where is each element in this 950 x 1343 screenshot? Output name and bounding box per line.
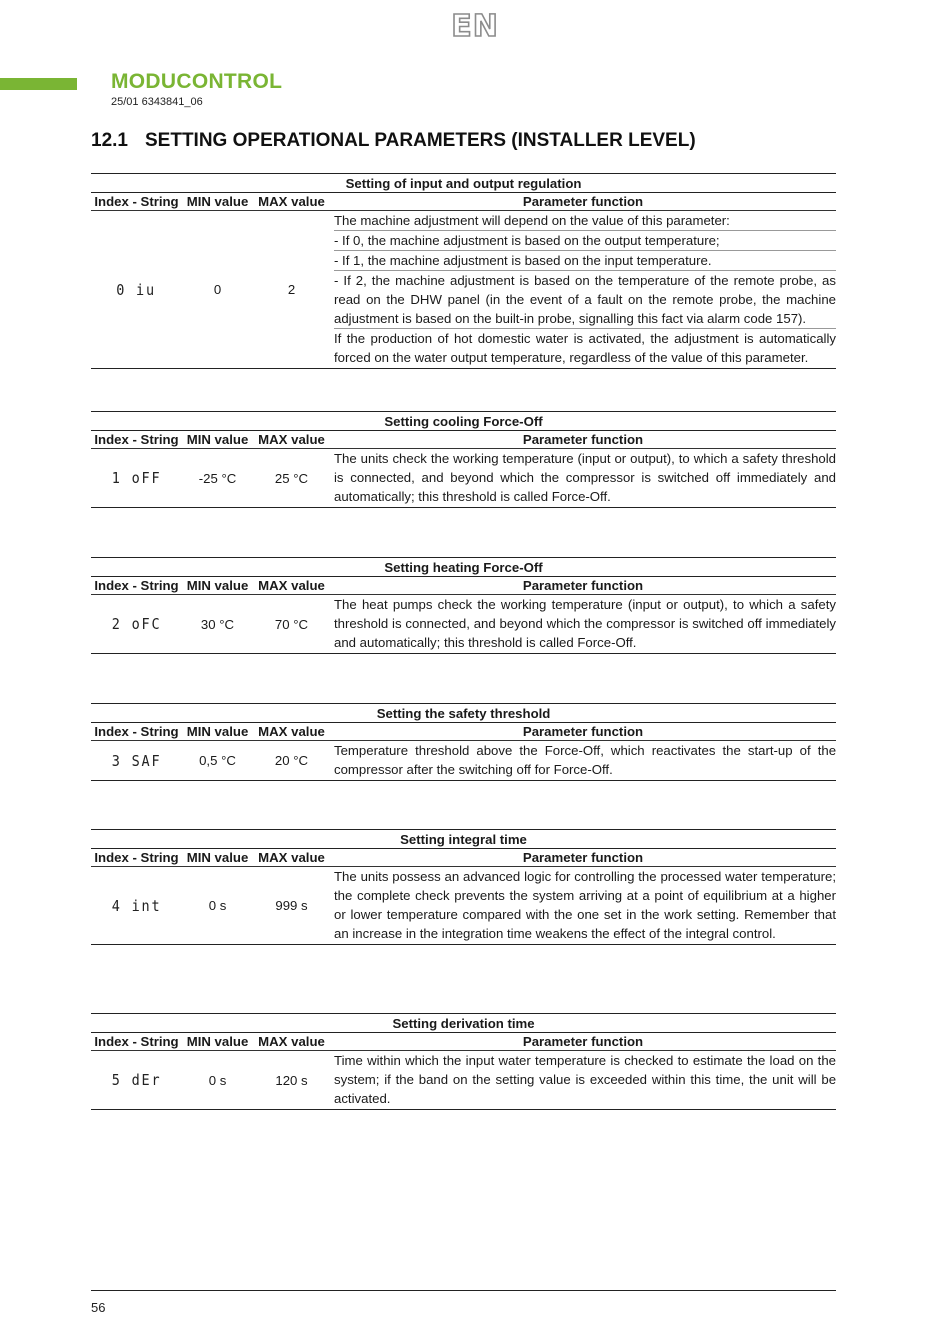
column-header-min: MIN value: [182, 1033, 253, 1051]
min-value-cell: 0 s: [182, 1051, 253, 1110]
function-line: Temperature threshold above the Force-Off, which reactivates the start-up of the compressor after the switching off for Force-Off.: [334, 743, 837, 777]
table-caption: Setting derivation time: [91, 1014, 836, 1033]
parameter-table-input-output-regulation: [91, 173, 836, 369]
column-header-min: MIN value: [182, 723, 253, 741]
column-header-max: MAX value: [253, 431, 330, 449]
page-number: 56: [91, 1300, 106, 1315]
column-header-max: MAX value: [253, 577, 330, 595]
index-cell: [91, 449, 182, 508]
brand-title: MODUCONTROL: [111, 70, 283, 93]
column-header-function: Parameter function: [330, 1033, 836, 1051]
column-header-max: MAX value: [253, 193, 330, 211]
parameter-table-cooling-force-off: [91, 411, 836, 508]
function-line: - If 1, the machine adjustment is based on the input temperature.: [334, 251, 836, 271]
lcd-index-string: 0 iu: [116, 280, 157, 299]
column-header-min: MIN value: [182, 577, 253, 595]
function-line: The units check the working temperature (input or output), to which a safety threshold is connected, and beyond which the compressor is switched off immediately and automatically; this threshold is called Force-Off.: [334, 451, 836, 504]
column-header-function: Parameter function: [330, 193, 836, 211]
min-value-cell: 0: [182, 211, 253, 369]
function-line: The machine adjustment will depend on the value of this parameter:: [334, 211, 836, 231]
lcd-index-string: 1 oFF: [111, 469, 162, 487]
min-value-cell: 0,5 °C: [182, 741, 253, 781]
column-header-function: Parameter function: [330, 849, 836, 867]
column-header-index: Index - String: [91, 723, 182, 741]
lcd-index-string: 4 int: [111, 896, 162, 915]
lcd-index-string: 3 SAF: [111, 751, 162, 770]
max-value-cell: 120 s: [253, 1051, 330, 1110]
function-cell: [330, 595, 836, 654]
column-header-function: Parameter function: [330, 577, 836, 595]
accent-bar: [0, 78, 77, 90]
min-value-cell: 0 s: [182, 867, 253, 945]
footer-divider: [91, 1290, 836, 1291]
column-header-function: Parameter function: [330, 723, 836, 741]
index-cell: [91, 595, 182, 654]
function-cell: [330, 867, 836, 945]
function-cell: [330, 211, 836, 369]
index-cell: [91, 741, 182, 781]
column-header-index: Index - String: [91, 193, 182, 211]
function-line: If the production of hot domestic water is activated, the adjustment is automatically forced on the water output temperature, regardless of the value of this parameter.: [334, 331, 836, 365]
lcd-index-string: 2 oFC: [111, 615, 162, 633]
parameter-table-safety-threshold: [91, 703, 836, 781]
section-title-text: SETTING OPERATIONAL PARAMETERS (INSTALLER LEVEL): [145, 130, 696, 151]
function-cell: [330, 741, 836, 781]
function-line: The units possess an advanced logic for controlling the processed water temperature; the complete check prevents the system arriving at a point of equilibrium at a higher or lower temperature compared with the one set in the work setting. Remember that an increase in the integration time weakens the effect of the integral control.: [334, 869, 837, 941]
function-line: - If 2, the machine adjustment is based on the temperature of the remote probe, as read on the DHW panel (in the event of a fault on the remote probe, the machine adjustment is based on the built-in probe, signalling this fact via alarm code 157).: [334, 271, 836, 329]
column-header-max: MAX value: [253, 723, 330, 741]
max-value-cell: 999 s: [253, 867, 330, 945]
function-line: Time within which the input water temperature is checked to estimate the load on the system; if the band on the setting value is exceeded within this time, the unit will be activated.: [334, 1053, 837, 1106]
min-value-cell: 30 °C: [182, 595, 253, 654]
table-caption: Setting integral time: [91, 830, 836, 849]
max-value-cell: 70 °C: [253, 595, 330, 654]
max-value-cell: 25 °C: [253, 449, 330, 508]
column-header-max: MAX value: [253, 849, 330, 867]
column-header-min: MIN value: [182, 431, 253, 449]
column-header-max: MAX value: [253, 1033, 330, 1051]
min-value-cell: -25 °C: [182, 449, 253, 508]
index-cell: [91, 1051, 182, 1110]
language-badge-text: EN: [451, 9, 499, 44]
column-header-index: Index - String: [91, 577, 182, 595]
table-caption: Setting cooling Force-Off: [91, 412, 836, 431]
parameter-table-integral-time: [91, 829, 836, 945]
column-header-function: Parameter function: [330, 431, 836, 449]
max-value-cell: 20 °C: [253, 741, 330, 781]
function-line: The heat pumps check the working temperature (input or output), to which a safety threshold is connected, and beyond which the compressor is switched off immediately and automatically; this threshold is called Force-Off.: [334, 597, 836, 650]
table-caption: Setting heating Force-Off: [91, 558, 836, 577]
column-header-index: Index - String: [91, 849, 182, 867]
index-cell: [91, 211, 182, 369]
document-reference: 25/01 6343841_06: [111, 96, 203, 108]
language-badge: [451, 9, 499, 44]
column-header-min: MIN value: [182, 193, 253, 211]
table-caption: Setting the safety threshold: [91, 704, 836, 723]
section-number: 12.1: [91, 130, 128, 151]
function-cell: [330, 449, 836, 508]
index-cell: [91, 867, 182, 945]
column-header-index: Index - String: [91, 431, 182, 449]
parameter-table-heating-force-off: [91, 557, 836, 654]
lcd-index-string: 5 dEr: [111, 1071, 162, 1089]
parameter-table-derivation-time: [91, 1013, 836, 1110]
section-heading: [91, 130, 696, 152]
column-header-min: MIN value: [182, 849, 253, 867]
function-line: - If 0, the machine adjustment is based on the output temperature;: [334, 231, 836, 251]
function-cell: [330, 1051, 836, 1110]
column-header-index: Index - String: [91, 1033, 182, 1051]
max-value-cell: 2: [253, 211, 330, 369]
table-caption: Setting of input and output regulation: [91, 174, 836, 193]
